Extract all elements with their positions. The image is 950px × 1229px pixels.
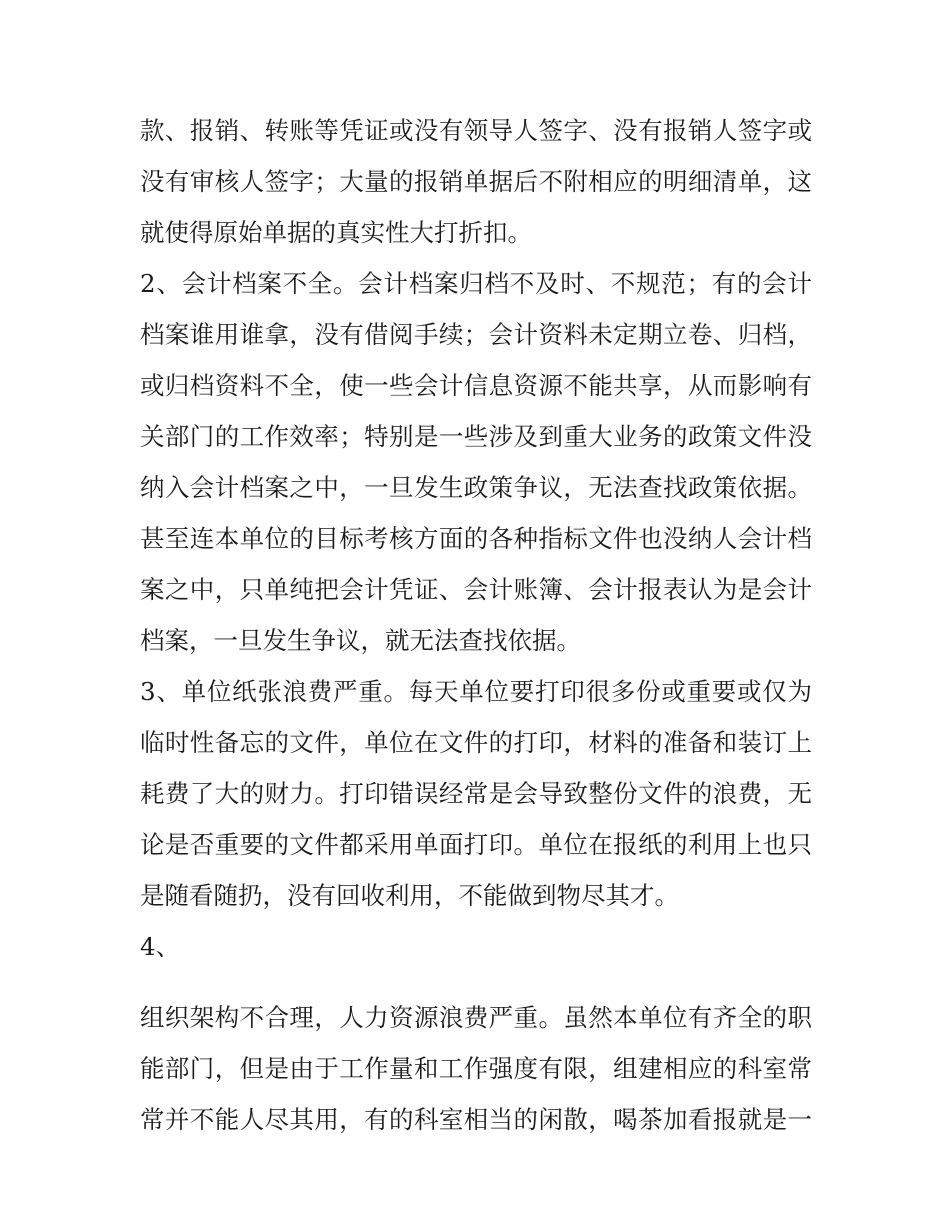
text-line: 组织架构不合理，人力资源浪费严重。虽然本单位有齐全的职 [140,1003,812,1032]
text-line: 案之中，只单纯把会计凭证、会计账簿、会计报表认为是会计 [140,575,812,604]
text-line: 款、报销、转账等凭证或没有领导人签字、没有报销人签字或 [140,116,812,145]
section-number: 4、 [140,932,181,961]
text-line: 耗费了大的财力。打印错误经常是会导致整份文件的浪费，无 [140,779,812,808]
document-body [140,105,812,1145]
text-line: 临时性备忘的文件，单位在文件的打印，材料的准备和装订上 [140,728,812,757]
text-line: 没有审核人签字；大量的报销单据后不附相应的明细清单，这 [140,167,812,196]
text-line: 就使得原始单据的真实性大打折扣。 [140,218,532,247]
text-line: 2、会计档案不全。会计档案归档不及时、不规范；有的会计 [140,269,812,298]
text-line: 关部门的工作效率；特别是一些涉及到重大业务的政策文件没 [140,422,812,451]
text-line: 纳入会计档案之中，一旦发生政策争议，无法查找政策依据。 [140,473,812,502]
text-line: 3、单位纸张浪费严重。每天单位要打印很多份或重要或仅为 [140,677,812,706]
text-line: 是随看随扔，没有回收利用，不能做到物尽其才。 [140,881,679,910]
text-line: 能部门，但是由于工作量和工作强度有限，组建相应的科室常 [140,1054,812,1083]
paragraph-gap [140,972,812,992]
text-line: 常并不能人尽其用，有的科室相当的闲散，喝茶加看报就是一 [140,1105,812,1134]
text-line: 档案，一旦发生争议，就无法查找依据。 [140,626,581,655]
text-line: 甚至连本单位的目标考核方面的各种指标文件也没纳人会计档 [140,524,812,553]
text-line: 或归档资料不全，使一些会计信息资源不能共享，从而影响有 [140,371,812,400]
text-line: 档案谁用谁拿，没有借阅手续；会计资料未定期立卷、归档， [140,320,812,349]
text-line: 论是否重要的文件都采用单面打印。单位在报纸的利用上也只 [140,830,812,859]
